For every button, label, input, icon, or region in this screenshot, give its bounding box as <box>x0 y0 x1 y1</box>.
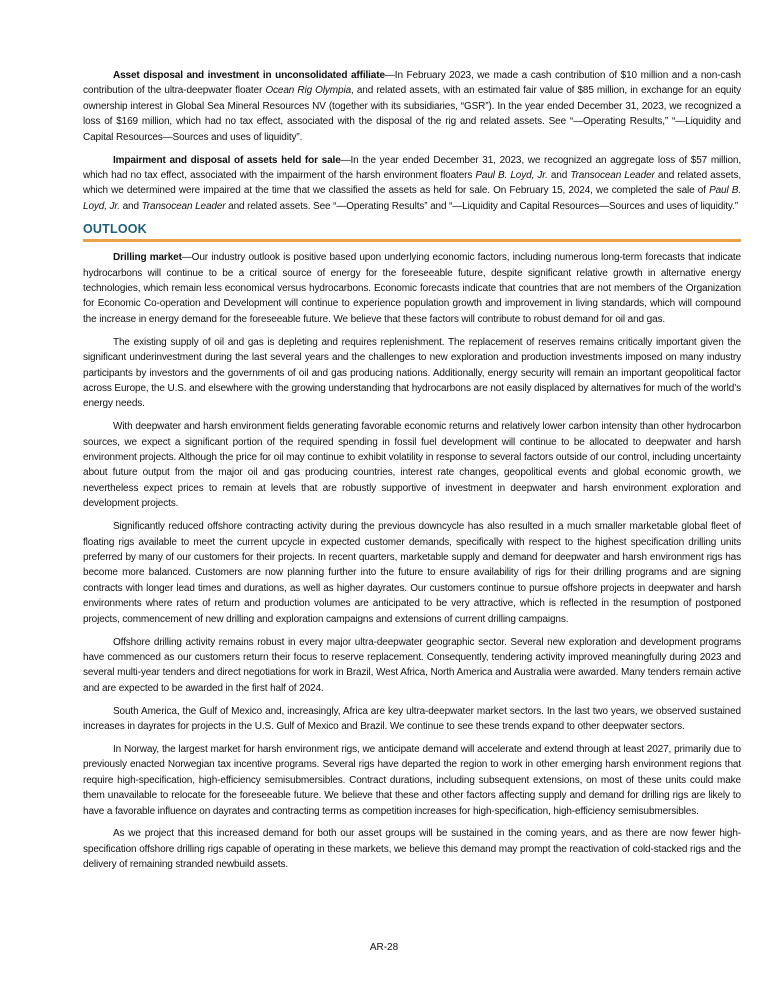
paragraph <box>83 704 741 735</box>
rig-name: Ocean Rig Olympia <box>265 85 352 97</box>
document-body <box>83 68 741 880</box>
paragraph-text: With deepwater and harsh environment fields generating favorable economic returns and relatively lower carbon intensity than other hydrocarbon sources, we expect a significant portion of the required spending in fossil fuel development will continue to be allocated to deepwater and harsh environment projects. Although the price for oil may continue to exhibit volatility in response to several factors outside of our control, including uncertainty about future output from the major oil and gas producing countries, interest rate changes, geopolitical events and global economic growth, we nevertheless expect prices to remain at levels that are robustly supportive of investment in deepwater and harsh environment exploration and development projects. <box>83 421 741 510</box>
section-heading-outlook: OUTLOOK <box>83 222 147 237</box>
paragraph-text: As we project that this increased demand for both our asset groups will be sustained in the coming years, and as there are now fewer high-specification offshore drilling rigs capable of operating in these markets, we believe this demand may prompt the reactivation of cold-stacked rigs and the delivery of remaining stranded newbuild assets. <box>83 828 741 871</box>
page-number: AR-28 <box>369 942 399 953</box>
rig-name: Transocean Leader <box>141 200 226 212</box>
paragraph <box>83 68 741 145</box>
paragraph-text: —Our industry outlook is positive based upon underlying economic factors, including numerous long-term forecasts that indicate hydrocarbons will continue to be a critical source of energy for the foreseeable future, despite significant relative growth in alternative energy technologies, which remain less economical versus hydrocarbons. Economic forecasts indicate that countries that are not members of the Organization for Economic Co-operation and Development will continue to experience population growth and improvement in living standards, which will compound the increase in energy demand for the foreseeable future. We believe that these factors will contribute to robust demand for oil and gas. <box>83 252 741 325</box>
paragraph-text: and related assets, which we determined were impaired at the time that we classified the assets as held for sale. On February 15, 2024, we completed the sale of <box>83 169 741 197</box>
paragraph-text: In Norway, the largest market for harsh environment rigs, we anticipate demand will accelerate and extend through at least 2027, primarily due to previously enacted Norwegian tax incentive programs. Several rigs have departed the region to work in other emerging harsh environment regions that require high-specification, high-efficiency semisubmersibles. Contract durations, including subsequent extensions, on most of these units could make them unavailable to relocate for the foreseeable future. We believe that these and other factors affecting supply and demand for drilling rigs are likely to have a favorable influence on dayrates and contracting terms as competition increases for high-specification, high-efficiency semisubmersibles. <box>83 743 741 817</box>
paragraph-text: and <box>547 169 571 181</box>
paragraph <box>83 250 741 327</box>
pre-outlook-section <box>83 68 741 214</box>
paragraph <box>83 335 741 412</box>
rig-name: Transocean Leader <box>570 169 655 181</box>
paragraph-text: —In the year ended December 31, 2023, we recognized an aggregate loss of $57 million, which had no tax effect, associated with the impairment of the harsh environment floaters <box>83 154 741 181</box>
paragraph-text: and <box>119 200 142 212</box>
heading-divider <box>83 239 741 242</box>
paragraph-text: Offshore drilling activity remains robust in every major ultra-deepwater geographic sector. Several new exploration and development programs have commenced as our customers return their focus to reserve replacement. Consequently, tendering activity improved meaningfully during 2023 and several multi-year tenders and direct negotiations for work in Brazil, West Africa, North America and Australia were awarded. Many tenders remain active and are expected to be awarded in the first half of 2024. <box>83 636 741 694</box>
paragraph-text: Significantly reduced offshore contracting activity during the previous downcycle has also resulted in a much smaller marketable global fleet of floating rigs available to meet the current upcycle in expected customer demands, specifically with respect to the highest specification drilling units preferred by many of our customers for their projects. In recent quarters, marketable supply and demand for deepwater and harsh environment rigs has become more balanced. Customers are now planning further into the future to ensure availability of rigs for their drilling programs and are signing contracts with longer lead times and durations, as well as higher dayrates. Our customers continue to pursue offshore projects in deepwater and harsh environments where rates of return and production volumes are anticipated to be very attractive, which is reflected in the resumption of postponed projects, commencement of new drilling and exploration campaigns and extensions of current drilling campaigns. <box>83 521 741 625</box>
paragraph <box>83 419 741 511</box>
paragraph-text: South America, the Gulf of Mexico and, increasingly, Africa are key ultra-deepwater market sectors. In the last two years, we observed sustained increases in dayrates for projects in the U.S. Gulf of Mexico and Brazil. We continue to see these trends expand to other deepwater sectors. <box>83 705 741 733</box>
paragraph-text: and related assets. See “—Operating Results” and “—Liquidity and Capital Resources—Sources and uses of liquidity.” <box>225 200 738 212</box>
paragraph <box>83 742 741 819</box>
paragraph <box>83 635 741 697</box>
outlook-section <box>83 250 741 873</box>
rig-name: Paul B. Loyd, Jr. <box>83 185 741 212</box>
paragraph-lead: Impairment and disposal of assets held for sale <box>113 154 341 166</box>
paragraph <box>83 153 741 215</box>
paragraph <box>83 519 741 627</box>
paragraph-text: —In February 2023, we made a cash contribution of $10 million and a non-cash contribution of the ultra-deepwater floater <box>83 70 741 97</box>
paragraph-text: , and related assets, with an estimated fair value of $85 million, in exchange for an equity ownership interest in Global Sea Mineral Resources NV (together with its subsidiaries, “GSR”). In the year ended December 31, 2023, we recognized a loss of $169 million, which had no tax effect, associated with the disposal of the rig and related assets. See “—Operating Results,” “—Liquidity and Capital Resources—Sources and uses of liquidity”. <box>83 85 742 143</box>
paragraph-text: The existing supply of oil and gas is depleting and requires replenishment. The replacement of reserves remains critically important given the significant underinvestment during the last several years and the challenges to new exploration and production investments imposed on many industry participants by investors and the governments of oil and gas producing nations. Additionally, energy security will remain an important geopolitical factor across Europe, the U.S. and elsewhere with the growing understanding that hydrocarbons are not easily displaced by alternatives for much of the world’s energy needs. <box>83 336 741 410</box>
rig-name: Paul B. Loyd, Jr. <box>475 169 548 181</box>
paragraph-lead: Drilling market <box>113 252 182 264</box>
paragraph <box>83 826 741 872</box>
paragraph-lead: Asset disposal and investment in unconsolidated affiliate <box>113 70 385 81</box>
